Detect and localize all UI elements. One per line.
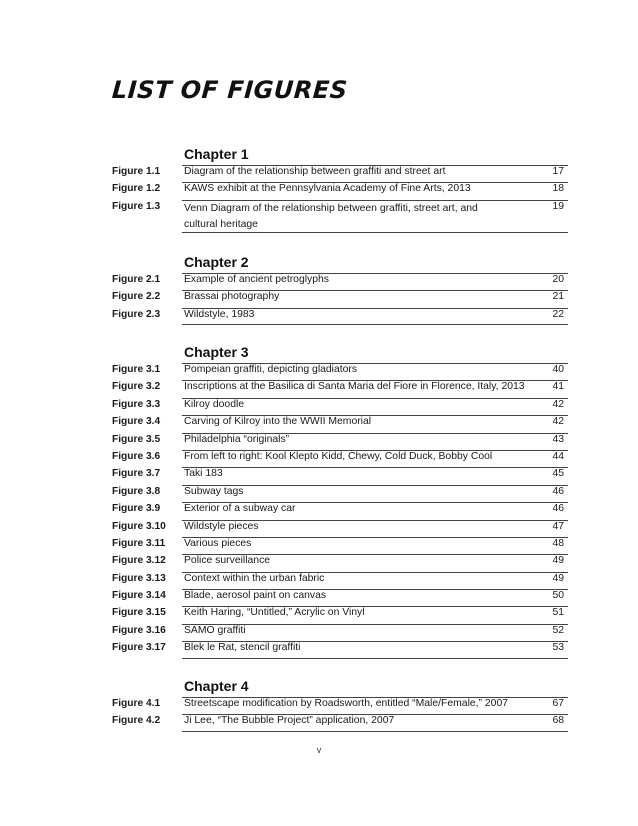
figure-label: Figure 2.1 [112,274,161,285]
figure-row [0,502,638,519]
figure-page-number: 46 [552,485,564,497]
figure-row [0,380,638,397]
figure-label: Figure 3.13 [112,572,166,584]
figure-page-number: 50 [552,590,564,602]
figure-page-number: 46 [552,503,564,515]
figure-title: Ji Lee, “The Bubble Project” application, 2007 [184,715,395,727]
figure-title: Keith Haring, “Untitled,” Acrylic on Vinyl [184,607,365,619]
figure-page-number: 49 [552,572,564,584]
figure-page-number: 51 [552,607,564,619]
figure-page-number: 22 [552,308,564,320]
figure-title: Exterior of a subway car [184,503,296,515]
figure-row [0,290,638,307]
figure-row [0,273,638,290]
figure-label: Figure 3.17 [112,642,166,654]
figure-page-number: 17 [552,166,564,177]
figure-page-number: 47 [552,520,564,532]
figure-page-number: 41 [552,381,564,393]
figure-title: Diagram of the relationship between graffiti and street art [184,166,446,177]
figure-row [0,363,638,380]
figure-list [0,363,638,659]
figure-page-number: 44 [552,450,564,462]
figure-label: Figure 3.14 [112,590,166,602]
figure-label: Figure 3.9 [112,503,161,515]
figure-list [0,165,638,233]
figure-label: Figure 3.3 [112,398,161,410]
figure-page-number: 40 [552,364,564,375]
page-number: v [316,745,322,755]
figure-title: Blek le Rat, stencil graffiti [184,642,301,654]
figure-label: Figure 3.1 [112,364,161,375]
figure-row [0,641,638,658]
figure-label: Figure 1.1 [112,166,161,177]
figure-row [0,554,638,571]
figure-page-number: 42 [552,398,564,410]
figure-title: Inscriptions at the Basilica di Santa Maria del Fiore in Florence, Italy, 2013 [184,381,525,393]
figure-row [0,182,638,199]
figure-title: Kilroy doodle [184,398,245,410]
figure-title: Philadelphia “originals” [184,433,290,445]
chapter-heading: Chapter 1 [184,146,249,162]
figure-list [0,697,638,732]
figure-label: Figure 3.15 [112,607,166,619]
figure-page-number: 52 [552,624,564,636]
figure-row [0,572,638,589]
figure-row [0,433,638,450]
figure-row [0,415,638,432]
figure-page-number: 67 [552,698,564,709]
figure-row [0,165,638,182]
figure-title: From left to right: Kool Klepto Kidd, Chewy, Cold Duck, Bobby Cool [184,450,493,462]
figure-page-number: 45 [552,468,564,480]
figure-title: Various pieces [184,537,252,549]
figure-page-number: 43 [552,433,564,445]
figure-label: Figure 3.4 [112,416,161,428]
figure-page-number: 42 [552,416,564,428]
figure-row [0,606,638,623]
figure-label: Figure 2.3 [112,308,161,320]
figure-row [0,520,638,537]
figure-label: Figure 4.2 [112,715,161,727]
figure-row [0,200,638,233]
figure-page-number: 48 [552,537,564,549]
figure-page-number: 18 [552,183,564,195]
figure-title: Subway tags [184,485,244,497]
figure-title: SAMO graffiti [184,624,246,636]
row-divider [182,324,568,325]
figure-title: Blade, aerosol paint on canvas [184,590,327,602]
figure-label: Figure 3.6 [112,450,161,462]
figure-title: Carving of Kilroy into the WWII Memorial [184,416,372,428]
row-divider [182,731,568,732]
chapter-heading: Chapter 4 [184,678,249,694]
figure-row [0,450,638,467]
figure-label: Figure 4.1 [112,698,161,709]
row-divider [182,232,568,233]
figure-title: Example of ancient petroglyphs [184,274,329,285]
figure-row [0,714,638,731]
figure-label: Figure 3.5 [112,433,161,445]
figure-label: Figure 3.2 [112,381,161,393]
figure-title: Pompeian graffiti, depicting gladiators [184,364,358,375]
figure-title: Taki 183 [184,468,223,480]
figure-page-number: 68 [552,715,564,727]
figure-title: Police surveillance [184,555,271,567]
figure-title: Context within the urban fabric [184,572,325,584]
figure-label: Figure 3.16 [112,624,166,636]
figure-label: Figure 3.10 [112,520,166,532]
chapter-heading: Chapter 3 [184,344,249,360]
row-divider [182,467,568,468]
figure-row [0,697,638,714]
page-title: LIST OF FIGURES [111,76,349,104]
figure-title: Wildstyle pieces [184,520,259,532]
chapter-heading: Chapter 2 [184,254,249,270]
figure-label: Figure 1.2 [112,183,161,195]
figure-label: Figure 3.8 [112,485,161,497]
figure-page-number: 21 [552,291,564,303]
figure-page-number: 20 [552,274,564,285]
figure-page-number: 19 [552,200,564,212]
figure-label: Figure 3.12 [112,555,166,567]
figure-title: Venn Diagram of the relationship between graffiti, street art, and cultural heritage [184,202,478,230]
figure-label: Figure 3.7 [112,468,161,480]
figure-title: Wildstyle, 1983 [184,308,255,320]
figure-title: KAWS exhibit at the Pennsylvania Academy of Fine Arts, 2013 [184,183,471,195]
figure-title: Brassai photography [184,291,280,303]
figure-row [0,398,638,415]
figure-row [0,467,638,484]
figure-row [0,308,638,325]
figure-label: Figure 2.2 [112,291,161,303]
figure-label: Figure 3.11 [112,537,166,549]
figure-page-number: 53 [552,642,564,654]
figure-row [0,624,638,641]
figure-row [0,485,638,502]
figure-row [0,589,638,606]
row-divider [182,658,568,659]
figure-list [0,273,638,325]
figure-page-number: 49 [552,555,564,567]
figure-row [0,537,638,554]
figure-title: Streetscape modification by Roadsworth, entitled “Male/Female,” 2007 [184,698,509,709]
figure-label: Figure 1.3 [112,200,161,212]
